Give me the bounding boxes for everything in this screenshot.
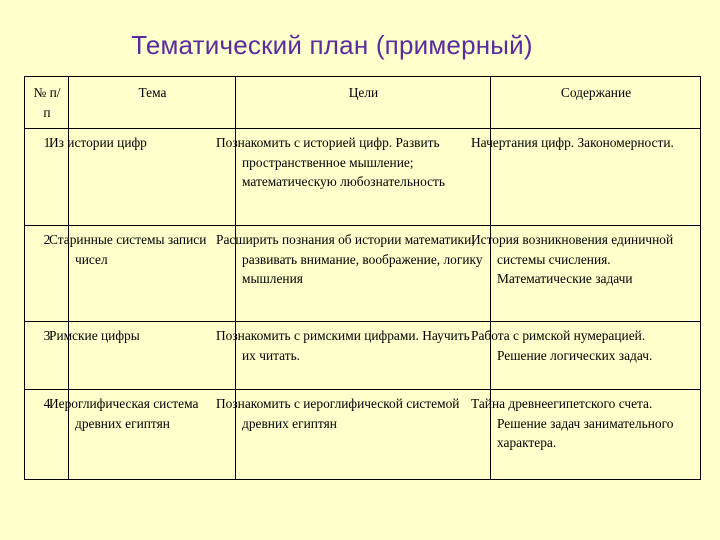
table-row <box>25 390 701 480</box>
cell-content: История возникновения единичной системы счисления. Математические задачи <box>491 226 701 322</box>
header-topic: Тема <box>69 77 236 129</box>
header-num: № п/п <box>25 77 69 129</box>
cell-num: 1 <box>25 129 69 226</box>
table-row <box>25 322 701 390</box>
cell-content: Работа с римской нумерацией. Решение логических задач. <box>491 322 701 390</box>
thematic-plan-table <box>24 76 701 480</box>
cell-num: 4 <box>25 390 69 480</box>
cell-topic: Старинные системы записи чисел <box>69 226 236 322</box>
header-content: Содержание <box>491 77 701 129</box>
table-header-row <box>25 77 701 129</box>
cell-topic: Римские цифры <box>69 322 236 390</box>
cell-content: Начертания цифр. Закономерности. <box>491 129 701 226</box>
cell-num: 2 <box>25 226 69 322</box>
page-title: Тематический план (примерный) <box>131 30 533 60</box>
table-row <box>25 226 701 322</box>
header-goals: Цели <box>236 77 491 129</box>
table-row <box>25 129 701 226</box>
cell-goals: Познакомить с римскими цифрами. Научить их читать. <box>236 322 491 390</box>
cell-topic: Иероглифическая система древних египтян <box>69 390 236 480</box>
cell-num: 3 <box>25 322 69 390</box>
cell-goals: Познакомить с историей цифр. Развить пространственное мышление; математическую любознательность <box>236 129 491 226</box>
cell-goals: Познакомить с иероглифической системой древних египтян <box>236 390 491 480</box>
cell-content: Тайна древнеегипетского счета. Решение задач занимательного характера. <box>491 390 701 480</box>
cell-goals: Расширить познания об истории математики; развивать внимание, воображение, логику мышления <box>236 226 491 322</box>
cell-topic: Из истории цифр <box>69 129 236 226</box>
